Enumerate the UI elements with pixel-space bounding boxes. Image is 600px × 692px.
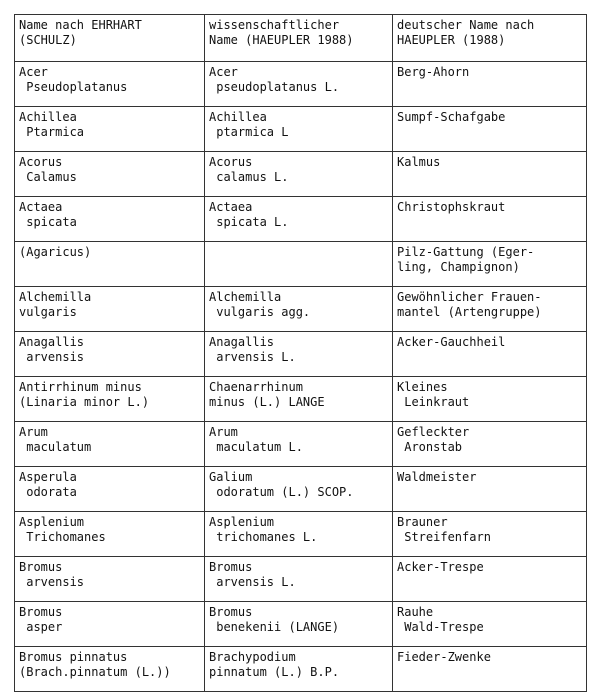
cell-ehrhart-name-line: Ptarmica — [19, 125, 85, 139]
cell-scientific-name — [205, 602, 393, 647]
document-page — [14, 14, 586, 692]
table-row — [15, 107, 587, 152]
cell-scientific-name-line: odoratum (L.) SCOP. — [209, 485, 354, 499]
cell-ehrhart-name — [15, 107, 205, 152]
cell-scientific-name-line: Bromus — [209, 605, 253, 619]
cell-german-name-line: Streifenfarn — [397, 530, 491, 544]
cell-ehrhart-name — [15, 332, 205, 377]
cell-ehrhart-name — [15, 557, 205, 602]
header-ehrhart-line: Name nach EHRHART — [19, 18, 142, 32]
cell-scientific-name-line: ptarmica L — [209, 125, 289, 139]
cell-ehrhart-name-line: Pseudoplatanus — [19, 80, 128, 94]
cell-german-name — [393, 287, 587, 332]
cell-ehrhart-name-line: arvensis — [19, 575, 85, 589]
table-row — [15, 422, 587, 467]
cell-ehrhart-name-line: Bromus — [19, 605, 63, 619]
cell-ehrhart-name-line: Asplenium — [19, 515, 85, 529]
cell-ehrhart-name — [15, 242, 205, 287]
cell-scientific-name — [205, 107, 393, 152]
cell-ehrhart-name-line: maculatum — [19, 440, 92, 454]
cell-german-name — [393, 62, 587, 107]
cell-ehrhart-name-line: (Agaricus) — [19, 245, 92, 259]
table-row — [15, 242, 587, 287]
cell-scientific-name — [205, 197, 393, 242]
table-row — [15, 332, 587, 377]
cell-german-name — [393, 197, 587, 242]
cell-scientific-name-line: pinnatum (L.) B.P. — [209, 665, 340, 679]
cell-german-name-line: Berg-Ahorn — [397, 65, 470, 79]
cell-scientific-name-line: Asplenium — [209, 515, 275, 529]
cell-ehrhart-name-line: Actaea — [19, 200, 63, 214]
cell-ehrhart-name-line: Asperula — [19, 470, 77, 484]
table-row — [15, 287, 587, 332]
cell-german-name — [393, 602, 587, 647]
cell-ehrhart-name — [15, 62, 205, 107]
cell-german-name-line: Pilz-Gattung (Eger- — [397, 245, 535, 259]
table-row — [15, 602, 587, 647]
header-wissenschaftlich — [205, 15, 393, 62]
table-row — [15, 152, 587, 197]
cell-german-name-line: Leinkraut — [397, 395, 470, 409]
header-deutsch — [393, 15, 587, 62]
cell-german-name — [393, 512, 587, 557]
header-ehrhart — [15, 15, 205, 62]
cell-ehrhart-name-line: (Linaria minor L.) — [19, 395, 150, 409]
cell-german-name-line: Fieder-Zwenke — [397, 650, 491, 664]
header-ehrhart-line: (SCHULZ) — [19, 33, 77, 47]
cell-german-name — [393, 377, 587, 422]
cell-german-name-line: Wald-Trespe — [397, 620, 484, 634]
cell-german-name-line: Aronstab — [397, 440, 463, 454]
cell-scientific-name-line: Achillea — [209, 110, 267, 124]
cell-scientific-name-line: Brachypodium — [209, 650, 296, 664]
cell-scientific-name — [205, 557, 393, 602]
cell-german-name-line: Gewöhnlicher Frauen- — [397, 290, 542, 304]
cell-german-name-line: Rauhe — [397, 605, 434, 619]
cell-german-name — [393, 467, 587, 512]
table-row — [15, 557, 587, 602]
cell-scientific-name-line: arvensis L. — [209, 350, 296, 364]
cell-scientific-name-line: Arum — [209, 425, 238, 439]
cell-ehrhart-name-line: Anagallis — [19, 335, 85, 349]
cell-german-name — [393, 332, 587, 377]
header-deutsch-line: HAEUPLER (1988) — [397, 33, 506, 47]
cell-ehrhart-name — [15, 152, 205, 197]
cell-scientific-name-line: Galium — [209, 470, 253, 484]
cell-ehrhart-name — [15, 197, 205, 242]
cell-german-name-line: Kalmus — [397, 155, 441, 169]
table-row — [15, 377, 587, 422]
cell-scientific-name — [205, 152, 393, 197]
table-row — [15, 62, 587, 107]
cell-scientific-name — [205, 332, 393, 377]
cell-scientific-name-line: Alchemilla — [209, 290, 282, 304]
cell-scientific-name-line: benekenii (LANGE) — [209, 620, 340, 634]
table-row — [15, 467, 587, 512]
cell-ehrhart-name — [15, 422, 205, 467]
cell-ehrhart-name-line: Calamus — [19, 170, 77, 184]
cell-ehrhart-name-line: Bromus — [19, 560, 63, 574]
cell-german-name-line: Christophskraut — [397, 200, 506, 214]
cell-ehrhart-name-line: Alchemilla — [19, 290, 92, 304]
cell-ehrhart-name-line: Arum — [19, 425, 48, 439]
cell-ehrhart-name-line: odorata — [19, 485, 77, 499]
cell-scientific-name — [205, 242, 393, 287]
cell-german-name-line: Acker-Gauchheil — [397, 335, 506, 349]
cell-german-name — [393, 107, 587, 152]
cell-german-name — [393, 557, 587, 602]
cell-scientific-name — [205, 422, 393, 467]
cell-scientific-name-line: arvensis L. — [209, 575, 296, 589]
table-row — [15, 512, 587, 557]
cell-ehrhart-name — [15, 287, 205, 332]
cell-scientific-name-line: Actaea — [209, 200, 253, 214]
cell-scientific-name-line: Acer — [209, 65, 238, 79]
cell-scientific-name — [205, 62, 393, 107]
species-table — [14, 14, 587, 692]
cell-scientific-name-line: spicata L. — [209, 215, 289, 229]
cell-ehrhart-name-line: Bromus pinnatus — [19, 650, 128, 664]
cell-scientific-name-line: Anagallis — [209, 335, 275, 349]
cell-scientific-name — [205, 377, 393, 422]
cell-scientific-name-line: Chaenarrhinum — [209, 380, 303, 394]
cell-ehrhart-name-line: asper — [19, 620, 63, 634]
cell-scientific-name-line: vulgaris agg. — [209, 305, 311, 319]
cell-ehrhart-name-line: Achillea — [19, 110, 77, 124]
cell-ehrhart-name — [15, 512, 205, 557]
cell-ehrhart-name — [15, 602, 205, 647]
cell-scientific-name — [205, 512, 393, 557]
cell-scientific-name — [205, 467, 393, 512]
cell-ehrhart-name — [15, 467, 205, 512]
cell-german-name-line: Gefleckter — [397, 425, 470, 439]
header-row — [15, 15, 587, 62]
cell-ehrhart-name-line: Acorus — [19, 155, 63, 169]
header-wiss-line: wissenschaftlicher — [209, 18, 340, 32]
cell-german-name — [393, 242, 587, 287]
cell-ehrhart-name-line: Acer — [19, 65, 48, 79]
cell-ehrhart-name-line: spicata — [19, 215, 77, 229]
cell-ehrhart-name-line: Trichomanes — [19, 530, 106, 544]
cell-scientific-name-line: trichomanes L. — [209, 530, 318, 544]
cell-scientific-name-line: Bromus — [209, 560, 253, 574]
cell-german-name-line: Kleines — [397, 380, 448, 394]
cell-scientific-name-line: pseudoplatanus L. — [209, 80, 340, 94]
cell-ehrhart-name-line: Antirrhinum minus — [19, 380, 142, 394]
cell-german-name-line: Acker-Trespe — [397, 560, 484, 574]
cell-german-name-line: Brauner — [397, 515, 448, 529]
cell-scientific-name — [205, 287, 393, 332]
cell-ehrhart-name-line: (Brach.pinnatum (L.)) — [19, 665, 171, 679]
cell-ehrhart-name-line: vulgaris — [19, 305, 77, 319]
cell-german-name-line: Waldmeister — [397, 470, 477, 484]
cell-scientific-name-line: calamus L. — [209, 170, 289, 184]
table-row — [15, 197, 587, 242]
header-deutsch-line: deutscher Name nach — [397, 18, 535, 32]
cell-ehrhart-name — [15, 377, 205, 422]
cell-scientific-name-line: Acorus — [209, 155, 253, 169]
cell-scientific-name-line: minus (L.) LANGE — [209, 395, 325, 409]
cell-german-name-line: ling, Champignon) — [397, 260, 520, 274]
cell-ehrhart-name-line: arvensis — [19, 350, 85, 364]
cell-scientific-name-line: maculatum L. — [209, 440, 303, 454]
cell-german-name-line: Sumpf-Schafgabe — [397, 110, 506, 124]
cell-german-name — [393, 422, 587, 467]
cell-german-name — [393, 152, 587, 197]
table-body — [15, 62, 587, 692]
header-wiss-line: Name (HAEUPLER 1988) — [209, 33, 354, 47]
cell-german-name-line: mantel (Artengruppe) — [397, 305, 542, 319]
